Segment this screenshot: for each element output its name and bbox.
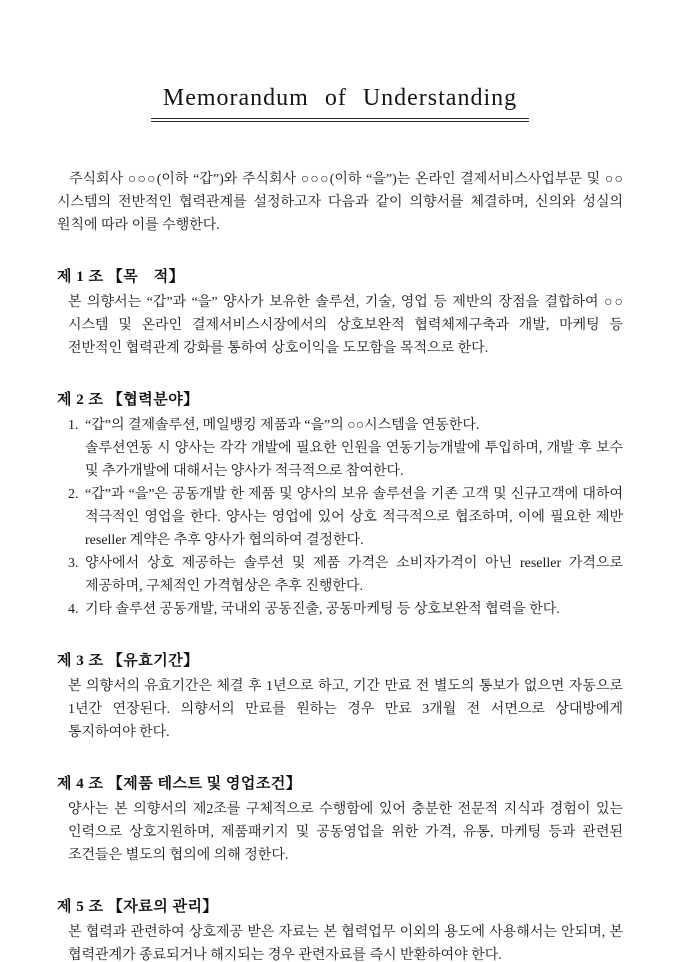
list-item-text: 기타 솔루션 공동개발, 국내외 공동진출, 공동마케팅 등 상호보완적 협력을 한다. — [85, 602, 560, 617]
list-item-text: 솔루션연동 시 양사는 각각 개발에 필요한 인원을 연동기능개발에 투입하며, 개발 후 보수 및 추가개발에 대해서는 양사가 적극적으로 참여한다. — [85, 441, 623, 479]
article-3 — [57, 650, 623, 744]
list-item — [68, 483, 623, 552]
article-1-heading: 제 1 조 【목 적】 — [57, 269, 185, 285]
article-2 — [57, 389, 623, 621]
article-4-body: 양사는 본 의향서의 제2조를 구체적으로 수행함에 있어 충분한 전문적 지식과 경험이 있는 인력으로 상호지원하며, 제품패키지 및 공동영업을 위한 가격, 유통, 마케팅 등과 관련된 조건들은 별도의 협의에 의해 정한다. — [68, 802, 623, 863]
article-1 — [57, 266, 623, 360]
article-3-body: 본 의향서의 유효기간은 체결 후 1년으로 하고, 기간 만료 전 별도의 통보가 없으면 자동으로 1년간 연장된다. 의향서의 만료를 원하는 경우 만료 3개월 전 서면으로 상대방에게 통지하여야 한다. — [68, 679, 623, 740]
list-item-number: 2. — [68, 487, 79, 502]
document-title: Memorandum of Understanding — [151, 84, 529, 122]
list-item — [68, 414, 623, 483]
list-item-text: “갑”의 결제솔루션, 메일뱅킹 제품과 “을”의 ○○시스템을 연동한다. — [85, 418, 480, 433]
list-item-text: “갑”과 “을”은 공동개발 한 제품 및 양사의 보유 솔루션을 기존 고객 및 신규고객에 대하여 적극적인 영업을 한다. 양사는 영업에 있어 상호 적극적으로 협조하며, 이에 필요한 제반 reseller 계약은 추후 양사가 협의하여 결정한다. — [85, 487, 623, 548]
title-wrap — [57, 84, 623, 122]
list-item — [68, 552, 623, 598]
article-1-body: 본 의향서는 “갑”과 “을” 양사가 보유한 솔루션, 기술, 영업 등 제반의 장점을 결합하여 ○○시스템 및 온라인 결제서비스시장에서의 상호보완적 협력체제구축과 개발, 마케팅 등 전반적인 협력관계 강화를 통하여 상호이익을 도모함을 목적으로 한다. — [68, 295, 623, 356]
intro-paragraph: 주식회사 ○○○(이하 “갑”)와 주식회사 ○○○(이하 “을”)는 온라인 결제서비스사업부문 및 ○○시스템의 전반적인 협력관계를 설정하고자 다음과 같이 의향서를 체결하며, 신의와 성실의 원칙에 따라 이를 수행한다. — [57, 172, 623, 233]
article-4 — [57, 773, 623, 867]
list-item-number: 1. — [68, 418, 79, 433]
list-item-text: 양사에서 상호 제공하는 솔루션 및 제품 가격은 소비자가격이 아닌 reseller 가격으로 제공하며, 구체적인 가격협상은 추후 진행한다. — [85, 556, 623, 594]
list-item-number: 3. — [68, 556, 79, 571]
article-2-item-list — [68, 414, 623, 621]
article-5-heading: 제 5 조 【자료의 관리】 — [57, 899, 218, 915]
article-2-heading: 제 2 조 【협력분야】 — [57, 392, 199, 408]
list-item-number: 4. — [68, 602, 79, 617]
article-5 — [57, 896, 623, 962]
list-item — [68, 598, 623, 621]
article-3-heading: 제 3 조 【유효기간】 — [57, 653, 199, 669]
article-5-body: 본 협력과 관련하여 상호제공 받은 자료는 본 협력업무 이외의 용도에 사용해서는 안되며, 본 협력관계가 종료되거나 해지되는 경우 관련자료를 즉시 반환하여야 한다. — [68, 925, 623, 962]
article-4-heading: 제 4 조 【제품 테스트 및 영업조건】 — [57, 776, 302, 792]
